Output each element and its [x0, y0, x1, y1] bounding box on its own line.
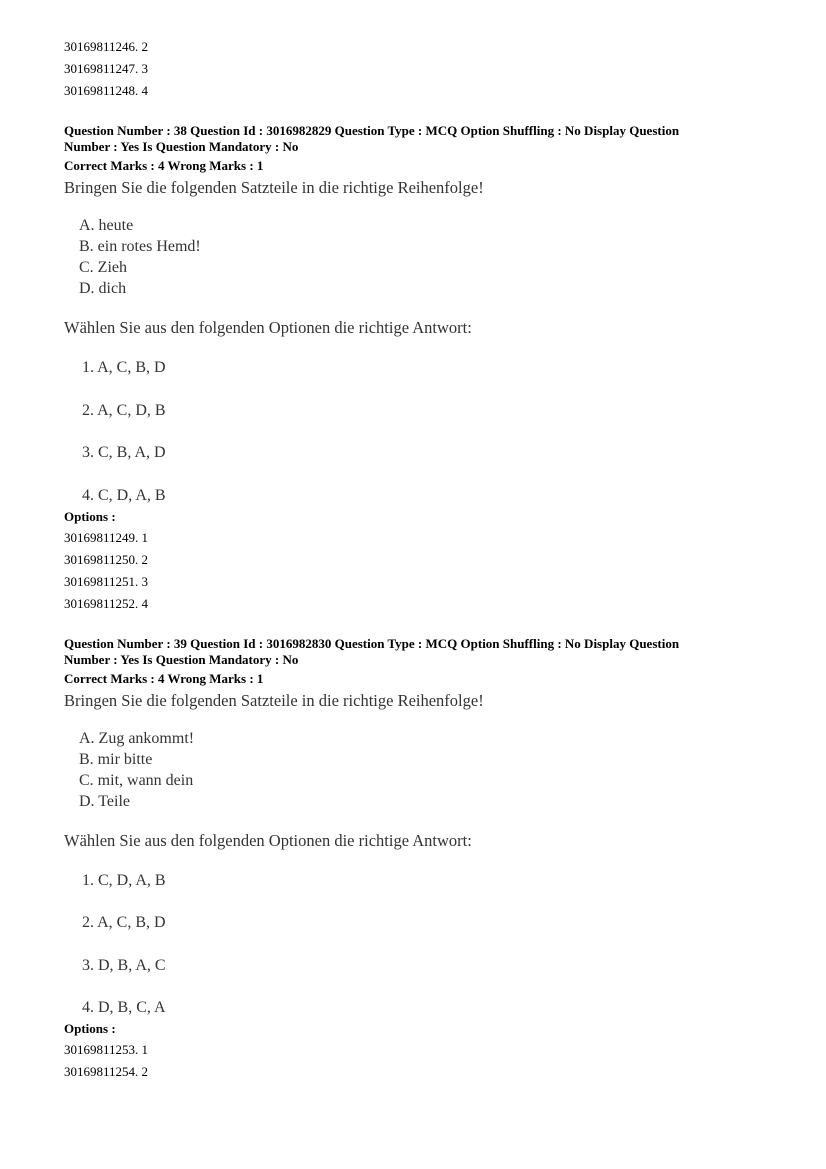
- sentence-parts-list: [79, 728, 784, 812]
- options-label: Options :: [64, 1021, 116, 1036]
- question-meta-line: Number : Yes Is Question Mandatory : No: [64, 651, 299, 667]
- option-id-line: 30169811251. 3: [64, 573, 149, 589]
- option-id-line: 30169811254. 2: [64, 1064, 149, 1079]
- option-id-line: 30169811247. 3: [64, 61, 149, 76]
- sentence-part: D. Teile: [79, 792, 131, 810]
- answer-choice: 3. C, B, A, D: [82, 444, 166, 461]
- option-id-line: 30169811253. 1: [64, 1042, 149, 1057]
- sentence-parts-list: [79, 215, 784, 299]
- question-marks: Correct Marks : 4 Wrong Marks : 1: [64, 158, 264, 173]
- question-block-39: [64, 636, 784, 1084]
- sentence-part: A. Zug ankommt!: [79, 729, 195, 747]
- answer-choice: 2. A, C, D, B: [82, 401, 166, 419]
- answer-choices-list: [82, 870, 784, 1020]
- sentence-part: B. mir bitte: [79, 750, 153, 768]
- document-page: [64, 36, 784, 1083]
- sentence-part: D. dich: [79, 280, 127, 297]
- option-id-line: 30169811249. 1: [64, 529, 149, 545]
- option-id-line: 30169811252. 4: [64, 595, 149, 611]
- question-prompt: Wählen Sie aus den folgenden Optionen die richtige Antwort:: [64, 830, 472, 850]
- answer-choices-list: [82, 357, 784, 507]
- question-stem: Bringen Sie die folgenden Satzteile in die richtige Reihenfolge!: [64, 178, 484, 197]
- answer-choice: 4. D, B, C, A: [82, 999, 166, 1016]
- option-id-line: 30169811246. 2: [64, 39, 149, 54]
- question-meta-line: Question Number : 38 Question Id : 3016982829 Question Type : MCQ Option Shuffling : No Display Question: [64, 123, 680, 138]
- options-list: [64, 1039, 784, 1083]
- sentence-part: A. heute: [79, 217, 134, 234]
- option-id-line: 30169811250. 2: [64, 551, 149, 567]
- answer-choice: 2. A, C, B, D: [82, 914, 166, 931]
- options-list: [64, 527, 784, 615]
- question-prompt: Wählen Sie aus den folgenden Optionen die richtige Antwort:: [64, 318, 472, 337]
- answer-choice: 1. C, D, A, B: [82, 871, 166, 889]
- question-block-38: [64, 123, 784, 615]
- answer-choice: 3. D, B, A, C: [82, 956, 166, 974]
- leading-options-list: [64, 36, 784, 102]
- sentence-part: C. Zieh: [79, 259, 127, 276]
- answer-choice: 4. C, D, A, B: [82, 486, 166, 504]
- question-marks: Correct Marks : 4 Wrong Marks : 1: [64, 670, 264, 686]
- option-id-line: 30169811248. 4: [64, 83, 149, 98]
- question-meta-line: Number : Yes Is Question Mandatory : No: [64, 139, 299, 154]
- options-label: Options :: [64, 508, 116, 524]
- question-meta-line: Question Number : 39 Question Id : 3016982830 Question Type : MCQ Option Shuffling : No Display Question: [64, 635, 680, 651]
- question-stem: Bringen Sie die folgenden Satzteile in die richtige Reihenfolge!: [64, 690, 484, 710]
- sentence-part: C. mit, wann dein: [79, 771, 194, 789]
- answer-choice: 1. A, C, B, D: [82, 359, 166, 376]
- sentence-part: B. ein rotes Hemd!: [79, 238, 201, 255]
